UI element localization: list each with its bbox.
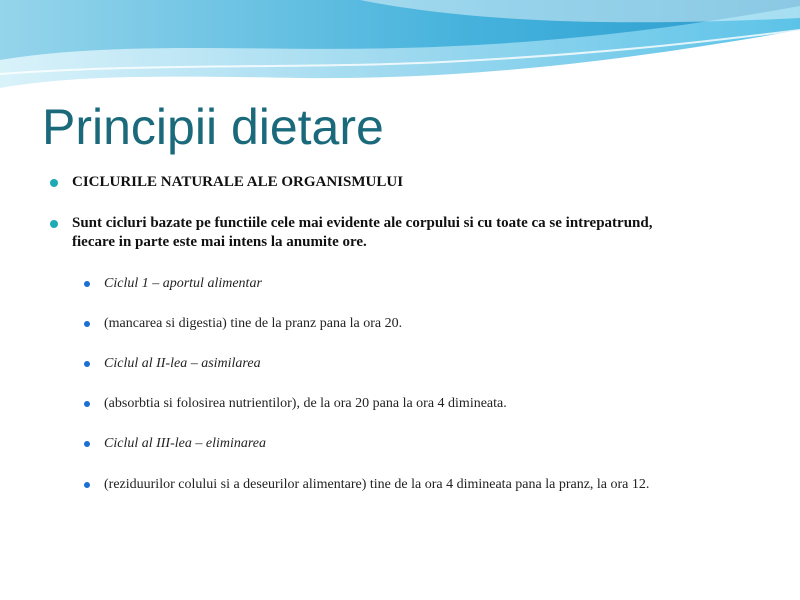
sub-bullet-dot-icon bbox=[84, 281, 90, 287]
bullet-item: CICLURILE NATURALE ALE ORGANISMULUI bbox=[72, 174, 404, 190]
sub-bullet-dot-icon bbox=[84, 401, 90, 407]
bullet-item: Sunt cicluri bazate pe functiile cele mai evidente ale corpului si cu toate ca se intrepatrund, fiecare in parte este mai intens la anumite ore. bbox=[72, 215, 653, 250]
sub-bullet-dot-icon bbox=[84, 361, 90, 367]
sub-bullet-item: Ciclul al II-lea – asimilarea bbox=[104, 356, 261, 371]
bullet-dot-icon bbox=[50, 179, 58, 187]
sub-bullet-item: Ciclul al III-lea – eliminarea bbox=[104, 436, 266, 451]
sub-bullet-item: (absorbtia si folosirea nutrientilor), de la ora 20 pana la ora 4 dimineata. bbox=[104, 396, 507, 411]
sub-bullet-item: (mancarea si digestia) tine de la pranz pana la ora 20. bbox=[104, 316, 403, 331]
bullet-dot-icon bbox=[50, 220, 58, 228]
sub-bullet-dot-icon bbox=[84, 441, 90, 447]
sub-bullet-dot-icon bbox=[84, 482, 90, 488]
sub-bullet-dot-icon bbox=[84, 321, 90, 327]
sub-bullet-item: Ciclul 1 – aportul alimentar bbox=[104, 276, 262, 291]
sub-bullet-item: (reziduurilor colului si a deseurilor alimentare) tine de la ora 4 dimineata pana la pranz, la ora 12. bbox=[104, 477, 650, 492]
slide-title: Principii dietare bbox=[42, 99, 384, 155]
